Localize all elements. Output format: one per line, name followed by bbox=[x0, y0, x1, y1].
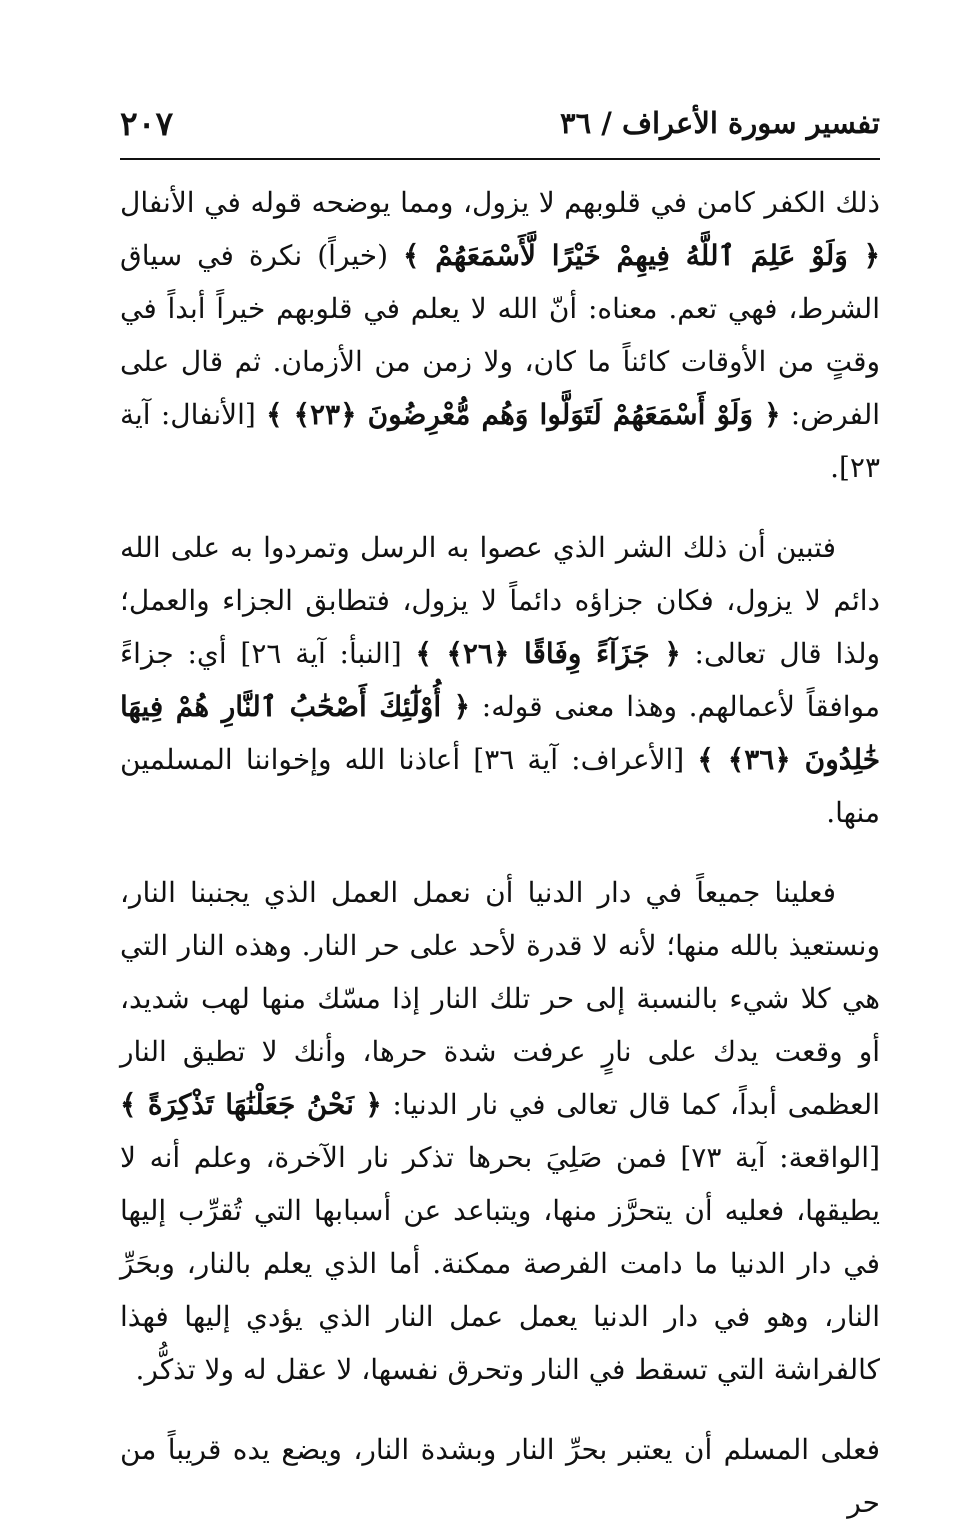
paragraph-2 bbox=[120, 521, 880, 839]
paragraph-text: فتبين أن ذلك الشر الذي عصوا به الرسل وتمردوا به على الله دائم لا يزول، فكان جزاؤه دائماً لا يزول، فتطابق الجزاء والعمل؛ ولذا قال تعالى: bbox=[120, 531, 881, 670]
paragraph-text: فعلينا جميعاً في دار الدنيا أن نعمل العمل الذي يجنبنا النار، ونستعيذ بالله منها؛ لأنه لا قدرة لأحد على حر النار. وهذه النار التي هي كلا شيء بالنسبة إلى حر تلك النار إذا مسّك منها لهب شديد، أو وقعت يدك على نارٍ عرفت شدة حرها، وأنك لا تطيق النار العظمى أبداً، كما قال تعالى في نار الدنيا: bbox=[120, 876, 880, 1121]
paragraph-3 bbox=[120, 866, 880, 1396]
page-header bbox=[120, 96, 880, 160]
body-text bbox=[120, 176, 880, 1529]
quran-verse: ﴿ وَلَوْ عَلِمَ ٱللَّهُ فِيهِمْ خَيْرًا لَّأَسْمَعَهُمْ ﴾ bbox=[403, 239, 880, 272]
paragraph-text: [النبأ: آية ٢٦] أي: جزاءً موافقاً لأعمالهم. وهذا معنى قوله: bbox=[120, 637, 880, 723]
paragraph-text: [الأنفال: آية ٢٣]. bbox=[120, 398, 880, 484]
page-number: ٢٠٧ bbox=[120, 104, 174, 143]
paragraph-text: [الواقعة: آية ٧٣] فمن صَلِيَ بحرها تذكر نار الآخرة، وعلم أنه لا يطيقها، فعليه أن يتحرَّز منها، ويتباعد عن أسبابها التي تُقرِّب إليها في دار الدنيا ما دامت الفرصة ممكنة. أما الذي يعلم بالنار، وبحَرِّ النار، وهو في دار الدنيا يعمل عمل النار الذي يؤدي إليها فهذا كالفراشة التي تسقط في النار وتحرق نفسها، لا عقل له ولا تذكُّر. bbox=[120, 1141, 880, 1386]
quran-verse: ﴿ أُوْلَٰٓئِكَ أَصْحَٰبُ ٱلنَّارِ هُمْ فِيهَا خَٰلِدُونَ ﴿٣٦﴾ ﴾ bbox=[120, 690, 881, 776]
quran-verse: ﴿ جَزَآءً وِفَاقًا ﴿٢٦﴾ ﴾ bbox=[415, 637, 681, 670]
paragraph-4 bbox=[120, 1423, 880, 1529]
quran-verse: ﴿ نَحْنُ جَعَلْنَٰهَا تَذْكِرَةً ﴾ bbox=[120, 1088, 382, 1121]
header-rule bbox=[120, 158, 880, 160]
paragraph-text: [الأعراف: آية ٣٦] أعاذنا الله وإخواننا المسلمين منها. bbox=[120, 743, 880, 829]
running-head: تفسير سورة الأعراف / ٣٦ bbox=[560, 106, 880, 140]
paragraph-text: (خيراً) نكرة في سياق الشرط، فهي تعم. معناه: أنّ الله لا يعلم في قلوبهم خيراً أبداً في وقتٍ من الأوقات كائناً ما كان، ولا زمن من الأزمان. ثم قال على الفرض: bbox=[120, 239, 881, 431]
paragraph-1 bbox=[120, 176, 880, 494]
paragraph-text: ذلك الكفر كامن في قلوبهم لا يزول، ومما يوضحه قوله في الأنفال bbox=[120, 186, 880, 219]
quran-verse: ﴿ وَلَوْ أَسْمَعَهُمْ لَتَوَلَّوا وَهُم مُّعْرِضُونَ ﴿٢٣﴾ ﴾ bbox=[266, 398, 781, 431]
paragraph-text: فعلى المسلم أن يعتبر بحرِّ النار وبشدة النار، ويضع يده قريباً من حر bbox=[120, 1433, 880, 1519]
